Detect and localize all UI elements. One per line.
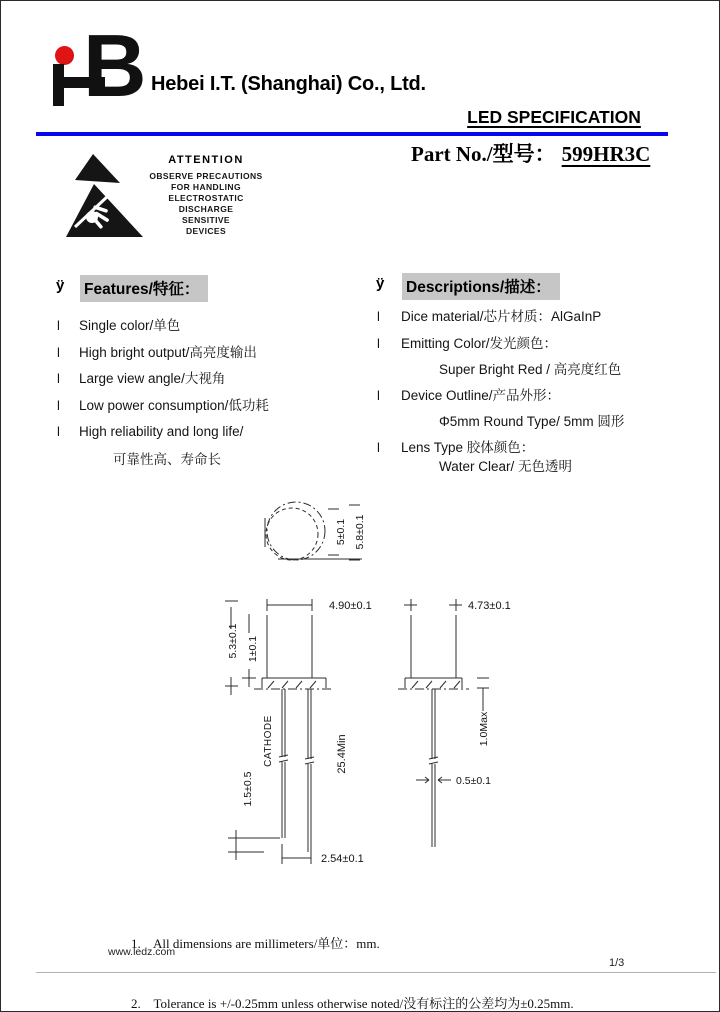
feature-item xyxy=(56,372,371,386)
description-text: Device Outline/产品外形： xyxy=(401,388,561,403)
feature-text: High reliability and long life/ xyxy=(79,424,244,439)
description-item xyxy=(376,337,716,351)
feature-text: Single color/单色 xyxy=(79,318,181,333)
dim-body-height: 5.3±0.1 xyxy=(227,623,239,659)
description-subtext: Φ5mm Round Type/ 5mm 圆形 xyxy=(439,414,625,429)
esd-warning-text: ATTENTION OBSERVE PRECAUTIONS FOR HANDLING ELECTROSTATIC DISCHARGE SENSITIVE DEVICES xyxy=(144,154,268,237)
features-heading: Features/特征： xyxy=(80,275,208,302)
dim-standoff: 1.0Max xyxy=(478,711,490,747)
feature-continuation: 可靠性高、寿命长 xyxy=(113,451,221,467)
feature-item xyxy=(56,319,371,333)
features-section xyxy=(56,275,371,467)
cathode-label: CATHODE xyxy=(263,715,274,767)
feature-item xyxy=(56,425,371,439)
dim-flange-thickness: 1±0.1 xyxy=(247,635,259,663)
description-item xyxy=(376,441,716,455)
part-number-value: 599HR3C xyxy=(561,142,651,166)
attention-title: ATTENTION xyxy=(168,154,244,166)
feature-text: Large view angle/大视角 xyxy=(79,371,226,386)
company-name: Hebei I.T. (Shanghai) Co., Ltd. xyxy=(151,73,426,95)
description-subtext: Water Clear/ 无色透明 xyxy=(439,459,573,474)
feature-item xyxy=(56,399,371,413)
led-dimension-drawing xyxy=(216,489,526,884)
dim-lead-pitch: 2.54±0.1 xyxy=(321,853,364,865)
description-item xyxy=(376,389,716,403)
item-bullet: l xyxy=(57,344,60,360)
description-subtext: Super Bright Red / 高亮度红色 xyxy=(439,362,622,377)
dim-lens-diameter: 5±0.1 xyxy=(335,518,347,546)
feature-text: High bright output/高亮度输出 xyxy=(79,344,257,360)
dim-flange-diameter: 5.8±0.1 xyxy=(354,514,366,550)
footer-rule xyxy=(36,972,716,973)
website-text: www.ledz.com xyxy=(108,946,176,958)
description-text: Lens Type 胶体颜色： xyxy=(401,440,535,455)
item-bullet: l xyxy=(57,397,60,413)
section-bullet: ÿ xyxy=(376,275,385,292)
item-bullet: l xyxy=(377,309,380,324)
description-item xyxy=(376,310,716,324)
descriptions-heading: Descriptions/描述： xyxy=(402,273,560,300)
item-bullet: l xyxy=(57,424,60,439)
feature-item xyxy=(56,346,371,360)
item-bullet: l xyxy=(57,318,60,333)
company-logo xyxy=(45,16,145,115)
note-line: 1. All dimensions are millimeters/单位：mm. xyxy=(131,936,380,951)
description-text: Emitting Color/发光颜色： xyxy=(401,335,558,351)
note-line: 2. Tolerance is +/-0.25mm unless otherwise noted/没有标注的公差均为±0.25mm. xyxy=(131,996,574,1011)
dim-body-width: 4.90±0.1 xyxy=(329,600,372,612)
notes xyxy=(131,894,574,1012)
item-bullet: l xyxy=(377,388,380,403)
description-text: Dice material/芯片材质：AlGaInP xyxy=(401,309,602,324)
section-bullet: ÿ xyxy=(56,277,65,294)
logo-red-dot-icon xyxy=(55,46,74,65)
part-number-row xyxy=(411,138,650,168)
dim-side-width: 4.73±0.1 xyxy=(468,600,511,612)
descriptions-section xyxy=(376,273,716,474)
dim-cathode-offset: 1.5±0.5 xyxy=(242,771,254,807)
part-number-label: Part No./型号： xyxy=(411,142,556,166)
logo-letter: B xyxy=(83,16,144,115)
item-bullet: l xyxy=(57,371,60,386)
feature-text: Low power consumption/低功耗 xyxy=(79,397,269,413)
dim-lead-length: 25.4Min xyxy=(336,734,348,774)
top-view xyxy=(265,502,362,560)
header-rule xyxy=(36,132,668,136)
item-bullet: l xyxy=(377,335,380,351)
document-title: LED SPECIFICATION xyxy=(467,107,641,127)
side-view xyxy=(398,599,489,847)
dim-lead-thickness: 0.5±0.1 xyxy=(456,775,491,787)
front-view xyxy=(225,599,334,864)
item-bullet: l xyxy=(377,440,380,455)
page-number: 1/3 xyxy=(609,957,625,969)
